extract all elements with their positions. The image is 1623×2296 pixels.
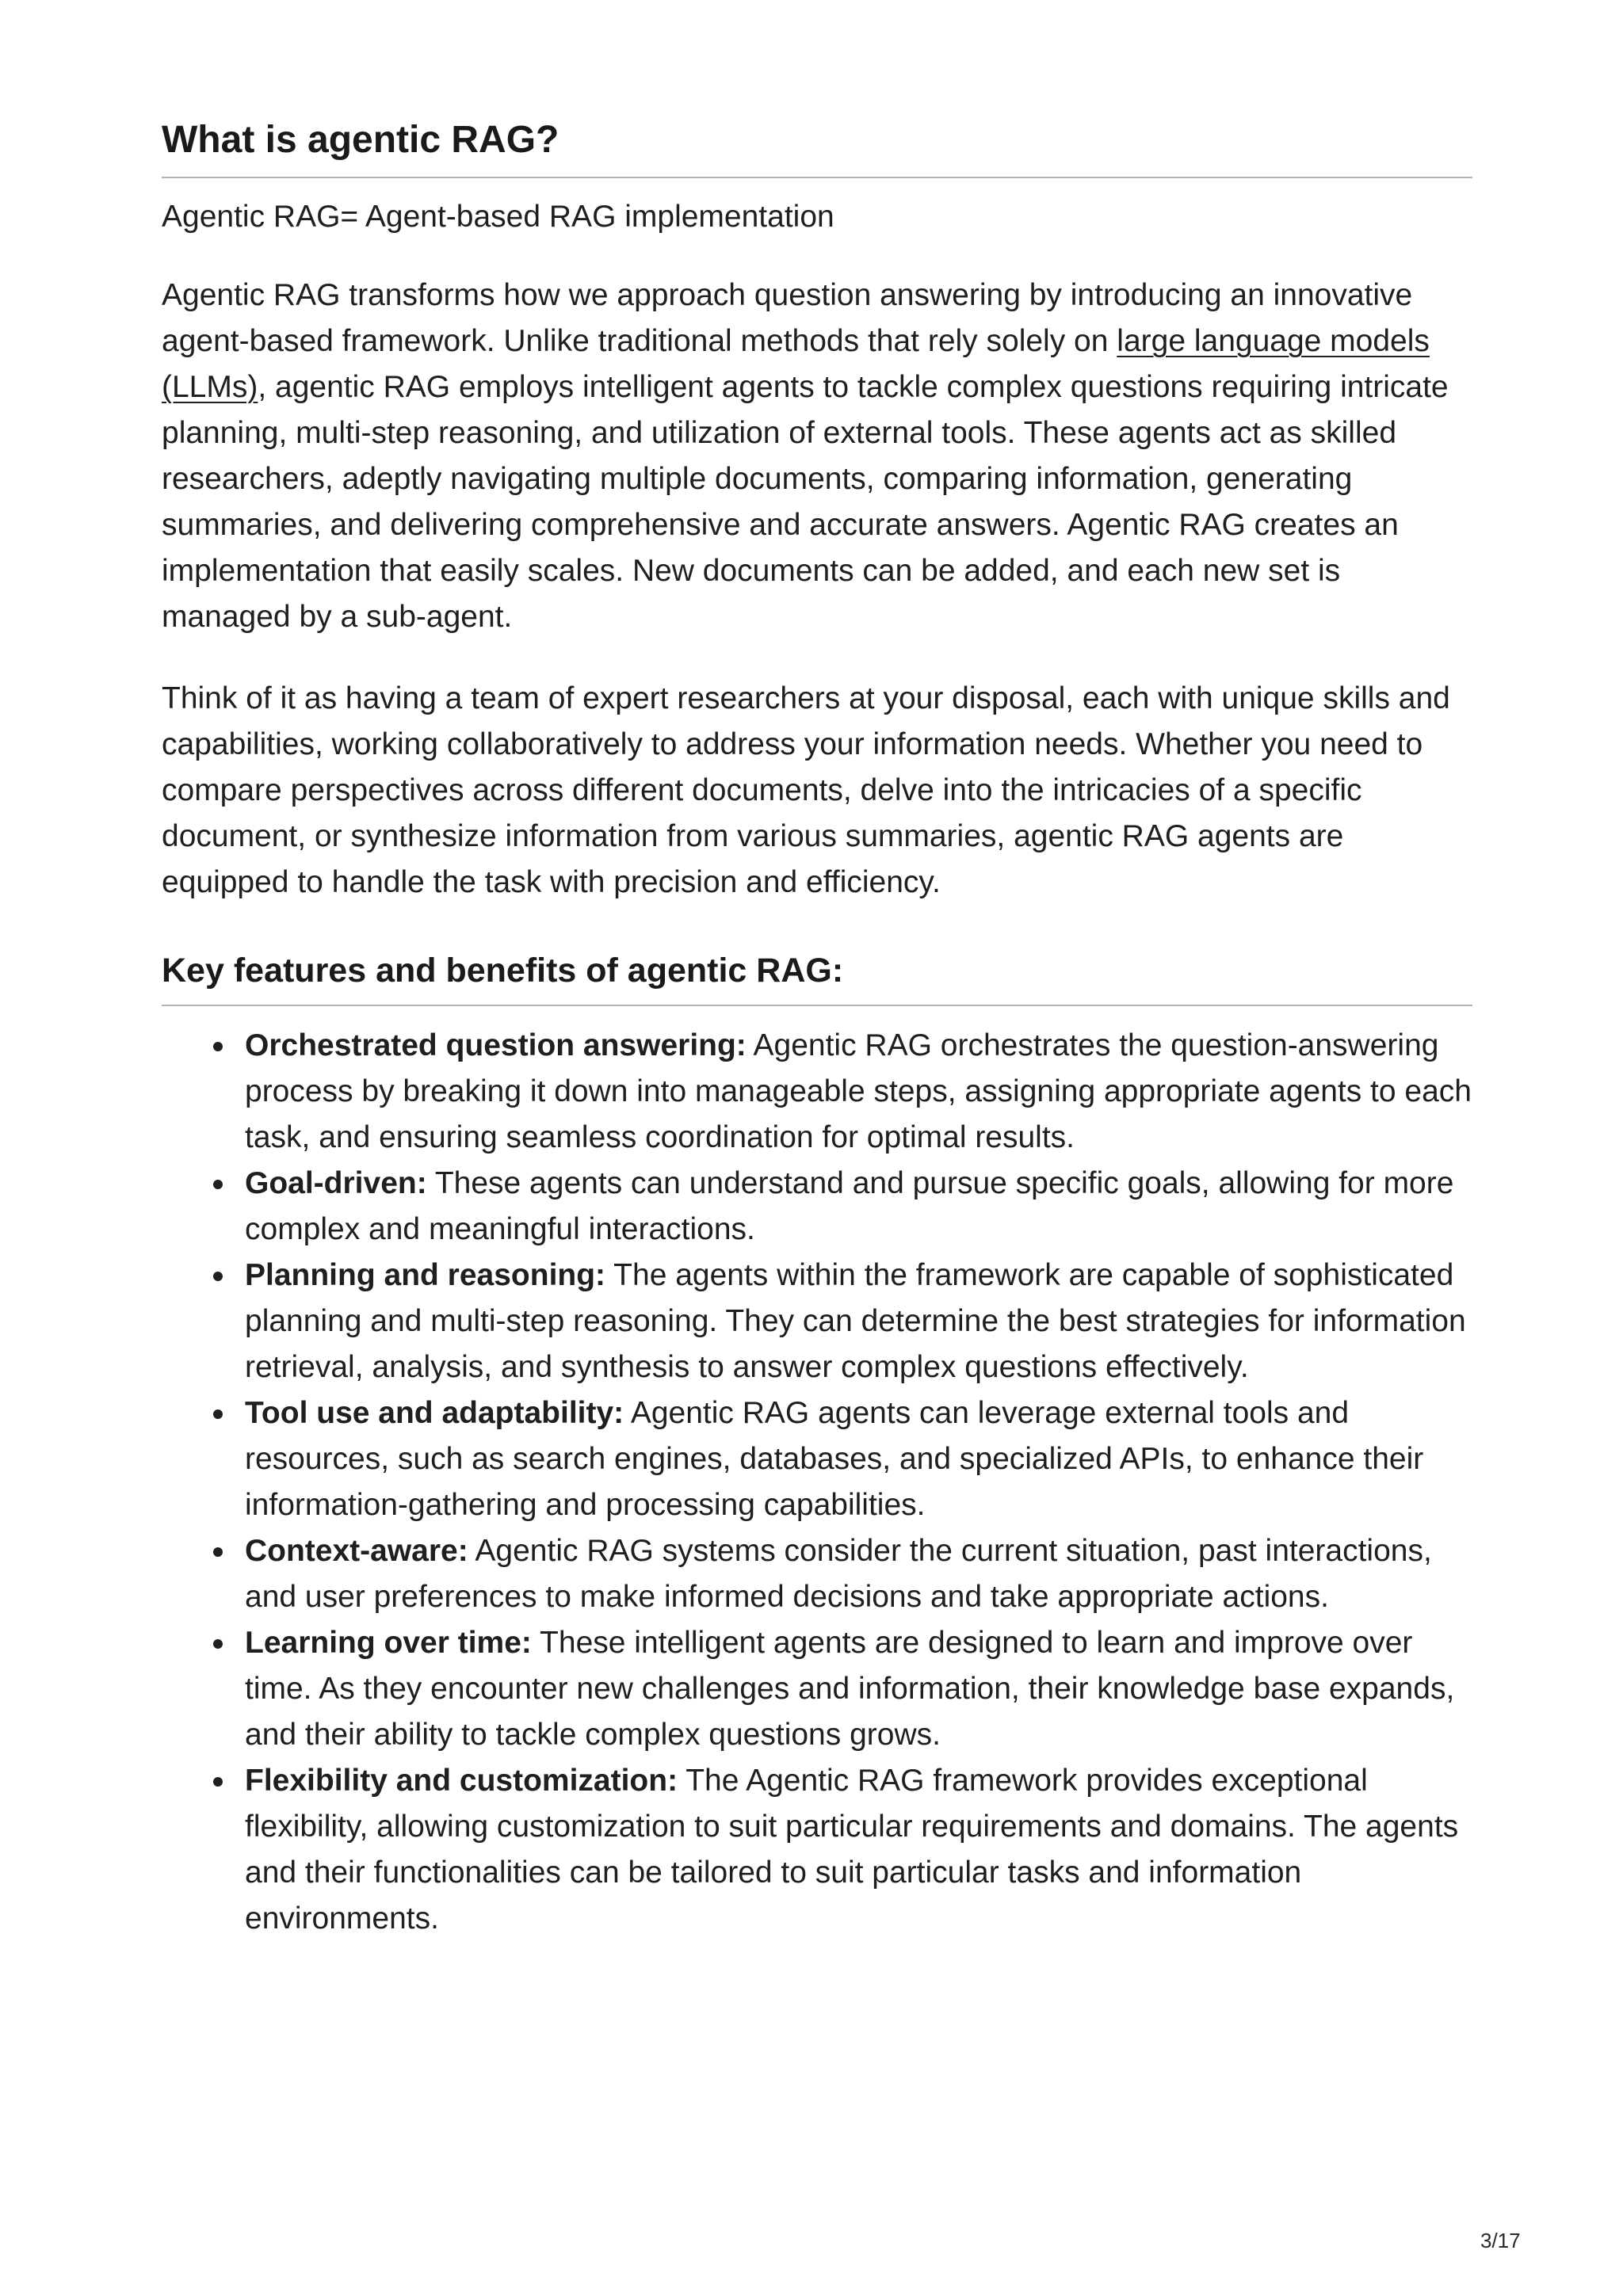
llm-link[interactable]: large language models (LLMs) — [162, 324, 1430, 404]
features-divider — [162, 1005, 1472, 1006]
subtitle-text: Agentic RAG= Agent-based RAG implementation — [162, 200, 834, 234]
feature-title: Orchestrated question answering: — [245, 1028, 747, 1062]
feature-text: Agentic RAG agents can leverage external tools and resources, such as search engines, databases, and specialized APIs, to enhance their information-gathering and processing capabilities. — [245, 1396, 1424, 1522]
feature-text: These intelligent agents are designed to learn and improve over time. As they encounter new challenges and information, their knowledge base expands, and their ability to tackle complex questions grows. — [245, 1626, 1455, 1752]
feature-text: The Agentic RAG framework provides exceptional flexibility, allowing customization to suit particular requirements and domains. The agents and their functionalities can be tailored to suit particular tasks and information environments. — [245, 1764, 1459, 1936]
researchers-paragraph: Think of it as having a team of expert researchers at your disposal, each with unique skills and capabilities, working collaboratively to address your information needs. Whether you need to compare perspectives across different documents, delve into the intricacies of a specific document, or synthesize information from various summaries, agentic RAG agents are equipped to handle the task with precision and efficiency. — [162, 681, 1450, 899]
intro-paragraph-text-start: Agentic RAG transforms how we approach question answering by introducing an innovative agent-based framework. Unlike traditional methods that rely solely on — [162, 278, 1413, 358]
feature-title: Planning and reasoning: — [245, 1258, 606, 1292]
list-item — [245, 1620, 1472, 1758]
list-item — [245, 1528, 1472, 1620]
feature-title: Context-aware: — [245, 1534, 468, 1568]
feature-title: Learning over time: — [245, 1626, 532, 1660]
feature-title: Flexibility and customization: — [245, 1764, 678, 1798]
title-divider — [162, 177, 1472, 178]
feature-title: Goal-driven: — [245, 1166, 427, 1200]
feature-text: Agentic RAG orchestrates the question-answering process by breaking it down into manageable steps, assigning appropriate agents to each task, and ensuring seamless coordination for optimal results. — [245, 1028, 1472, 1154]
list-item — [245, 1758, 1472, 1942]
features-heading: Key features and benefits of agentic RAG: — [162, 952, 844, 990]
feature-text: These agents can understand and pursue specific goals, allowing for more complex and meaningful interactions. — [245, 1166, 1454, 1246]
feature-title: Tool use and adaptability: — [245, 1396, 624, 1430]
intro-paragraph-text-end: , agentic RAG employs intelligent agents to tackle complex questions requiring intricate planning, multi-step reasoning, and utilization of external tools. These agents act as skilled researchers, adeptly navigating multiple documents, comparing information, generating summaries, and delivering comprehensive and accurate answers. Agentic RAG creates an implementation that easily scales. New documents can be added, and each new set is managed by a sub-agent. — [162, 370, 1449, 634]
features-list — [162, 1023, 1472, 1942]
feature-text: Agentic RAG systems consider the current situation, past interactions, and user preferences to make informed decisions and take appropriate actions. — [245, 1534, 1432, 1614]
list-item — [245, 1161, 1472, 1253]
feature-text: The agents within the framework are capable of sophisticated planning and multi-step reasoning. They can determine the best strategies for information retrieval, analysis, and synthesis to answer complex questions effectively. — [245, 1258, 1466, 1384]
list-item — [245, 1253, 1472, 1390]
intro-paragraph — [162, 273, 1472, 640]
list-item — [245, 1023, 1472, 1161]
page-title: What is agentic RAG? — [162, 119, 559, 161]
list-item — [245, 1390, 1472, 1528]
page-number: 3/17 — [1480, 2229, 1521, 2252]
